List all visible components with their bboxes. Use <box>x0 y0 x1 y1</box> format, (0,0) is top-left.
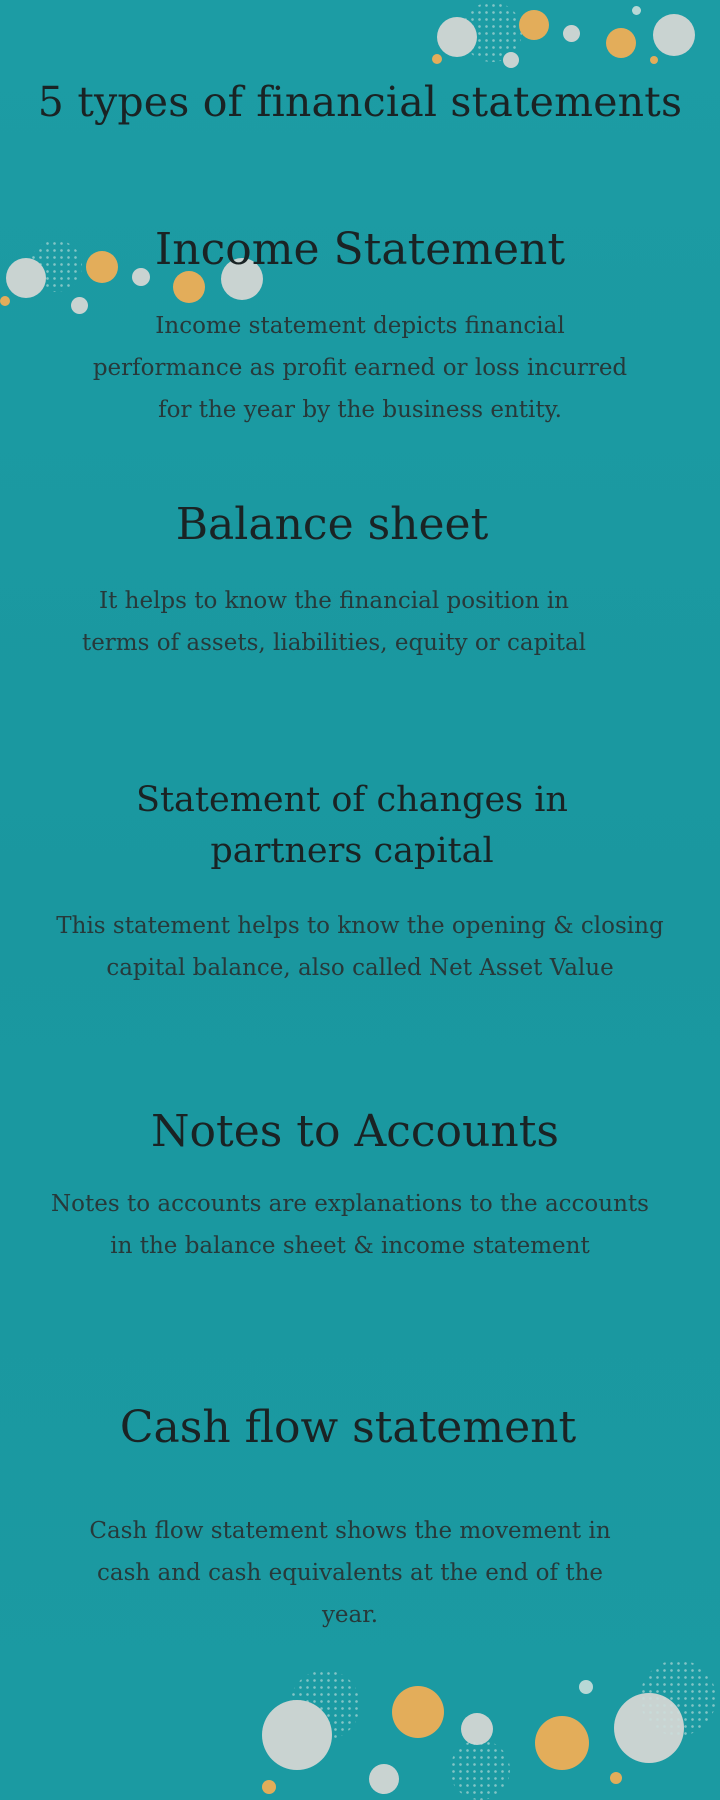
description-line: for the year by the business entity. <box>158 397 562 423</box>
description-line: cash and cash equivalents at the end of the <box>97 1560 603 1586</box>
decorative-dot <box>610 1772 622 1784</box>
description-line: Income statement depicts financial <box>155 313 565 339</box>
heading-line: partners capital <box>210 830 494 871</box>
section-description-changes-in-capital <box>15 905 705 989</box>
decorative-dot <box>535 1716 589 1770</box>
decorative-dot <box>432 54 442 64</box>
decorative-dot <box>262 1700 332 1770</box>
section-heading-changes-in-capital <box>0 775 712 877</box>
decorative-dot <box>563 25 580 42</box>
decorative-dot <box>503 52 519 68</box>
decorative-dot <box>392 1686 444 1738</box>
decorative-dot <box>0 296 10 306</box>
description-line: Cash flow statement shows the movement in <box>89 1518 611 1544</box>
section-heading-cash-flow-statement: Cash flow statement <box>119 1402 577 1453</box>
decorative-dot <box>437 17 477 57</box>
description-line: This statement helps to know the opening & closing <box>56 913 664 939</box>
decorative-dot <box>369 1764 399 1794</box>
section-description-notes-to-accounts <box>10 1183 690 1267</box>
section-heading-income-statement: Income Statement <box>154 224 566 275</box>
decorative-dot <box>262 1780 276 1794</box>
decorative-dot <box>640 1660 716 1736</box>
decorative-dot <box>653 14 695 56</box>
decorative-dot <box>579 1680 593 1694</box>
description-line: It helps to know the financial position in <box>99 588 569 614</box>
section-description-cash-flow-statement <box>50 1510 650 1636</box>
description-line: terms of assets, liabilities, equity or capital <box>81 630 587 656</box>
decorative-dot <box>606 28 636 58</box>
decorative-dot <box>450 1740 510 1800</box>
heading-line: Statement of changes in <box>136 780 568 820</box>
description-line: performance as profit earned or loss incurred <box>92 355 628 381</box>
description-line: Notes to accounts are explanations to the accounts <box>51 1191 649 1217</box>
section-description-income-statement <box>40 305 680 431</box>
description-line: in the balance sheet & income statement <box>110 1233 590 1259</box>
decorative-dot <box>632 6 641 15</box>
page-title: 5 types of financial statements <box>37 78 683 126</box>
decorative-dot <box>650 56 658 64</box>
description-line: capital balance, also called Net Asset Value <box>106 955 614 981</box>
description-line: year. <box>321 1602 379 1628</box>
section-heading-notes-to-accounts: Notes to Accounts <box>151 1106 559 1157</box>
section-description-balance-sheet <box>14 580 654 664</box>
section-heading-balance-sheet: Balance sheet <box>175 499 489 550</box>
decorative-dot <box>519 10 549 40</box>
